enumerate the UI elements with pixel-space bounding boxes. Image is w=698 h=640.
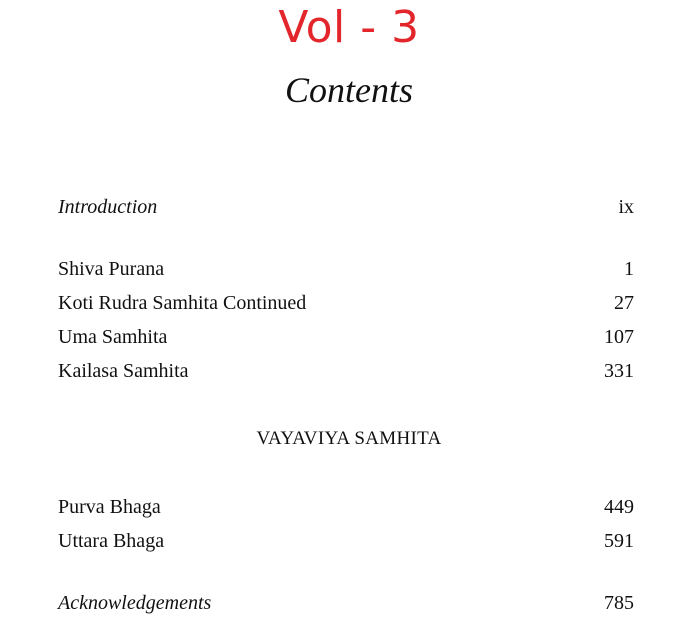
toc-page-number: ix bbox=[618, 196, 634, 218]
toc-row-uma-samhita bbox=[58, 324, 634, 350]
volume-title: Vol - 3 bbox=[278, 2, 420, 53]
toc-row-shiva-purana bbox=[58, 256, 634, 282]
toc-label: Uttara Bhaga bbox=[58, 530, 165, 552]
toc-row-purva-bhaga bbox=[58, 494, 634, 520]
toc-label: Acknowledgements bbox=[58, 592, 212, 614]
toc-row-kailasa-samhita bbox=[58, 358, 634, 384]
section-heading-vayaviya-samhita: VAYAVIYA SAMHITA bbox=[256, 428, 442, 449]
contents-heading: Contents bbox=[284, 70, 413, 110]
toc-label: Purva Bhaga bbox=[58, 496, 161, 518]
toc-label: Kailasa Samhita bbox=[58, 360, 189, 382]
toc-row-koti-rudra-samhita bbox=[58, 290, 634, 316]
toc-label: Koti Rudra Samhita Continued bbox=[58, 292, 307, 314]
toc-page-number: 449 bbox=[604, 496, 634, 518]
toc-page-number: 591 bbox=[604, 530, 634, 552]
toc-row-acknowledgements bbox=[58, 590, 634, 616]
toc-page-number: 27 bbox=[614, 292, 634, 314]
toc-page-number: 785 bbox=[604, 592, 634, 614]
toc-label: Introduction bbox=[58, 196, 158, 218]
toc-label: Uma Samhita bbox=[58, 326, 168, 348]
toc-page-number: 107 bbox=[604, 326, 634, 348]
toc-label: Shiva Purana bbox=[58, 258, 165, 280]
toc-page-number: 1 bbox=[624, 258, 634, 280]
toc-row-introduction bbox=[58, 194, 634, 220]
toc-page-number: 331 bbox=[604, 360, 634, 382]
toc-row-uttara-bhaga bbox=[58, 528, 634, 554]
